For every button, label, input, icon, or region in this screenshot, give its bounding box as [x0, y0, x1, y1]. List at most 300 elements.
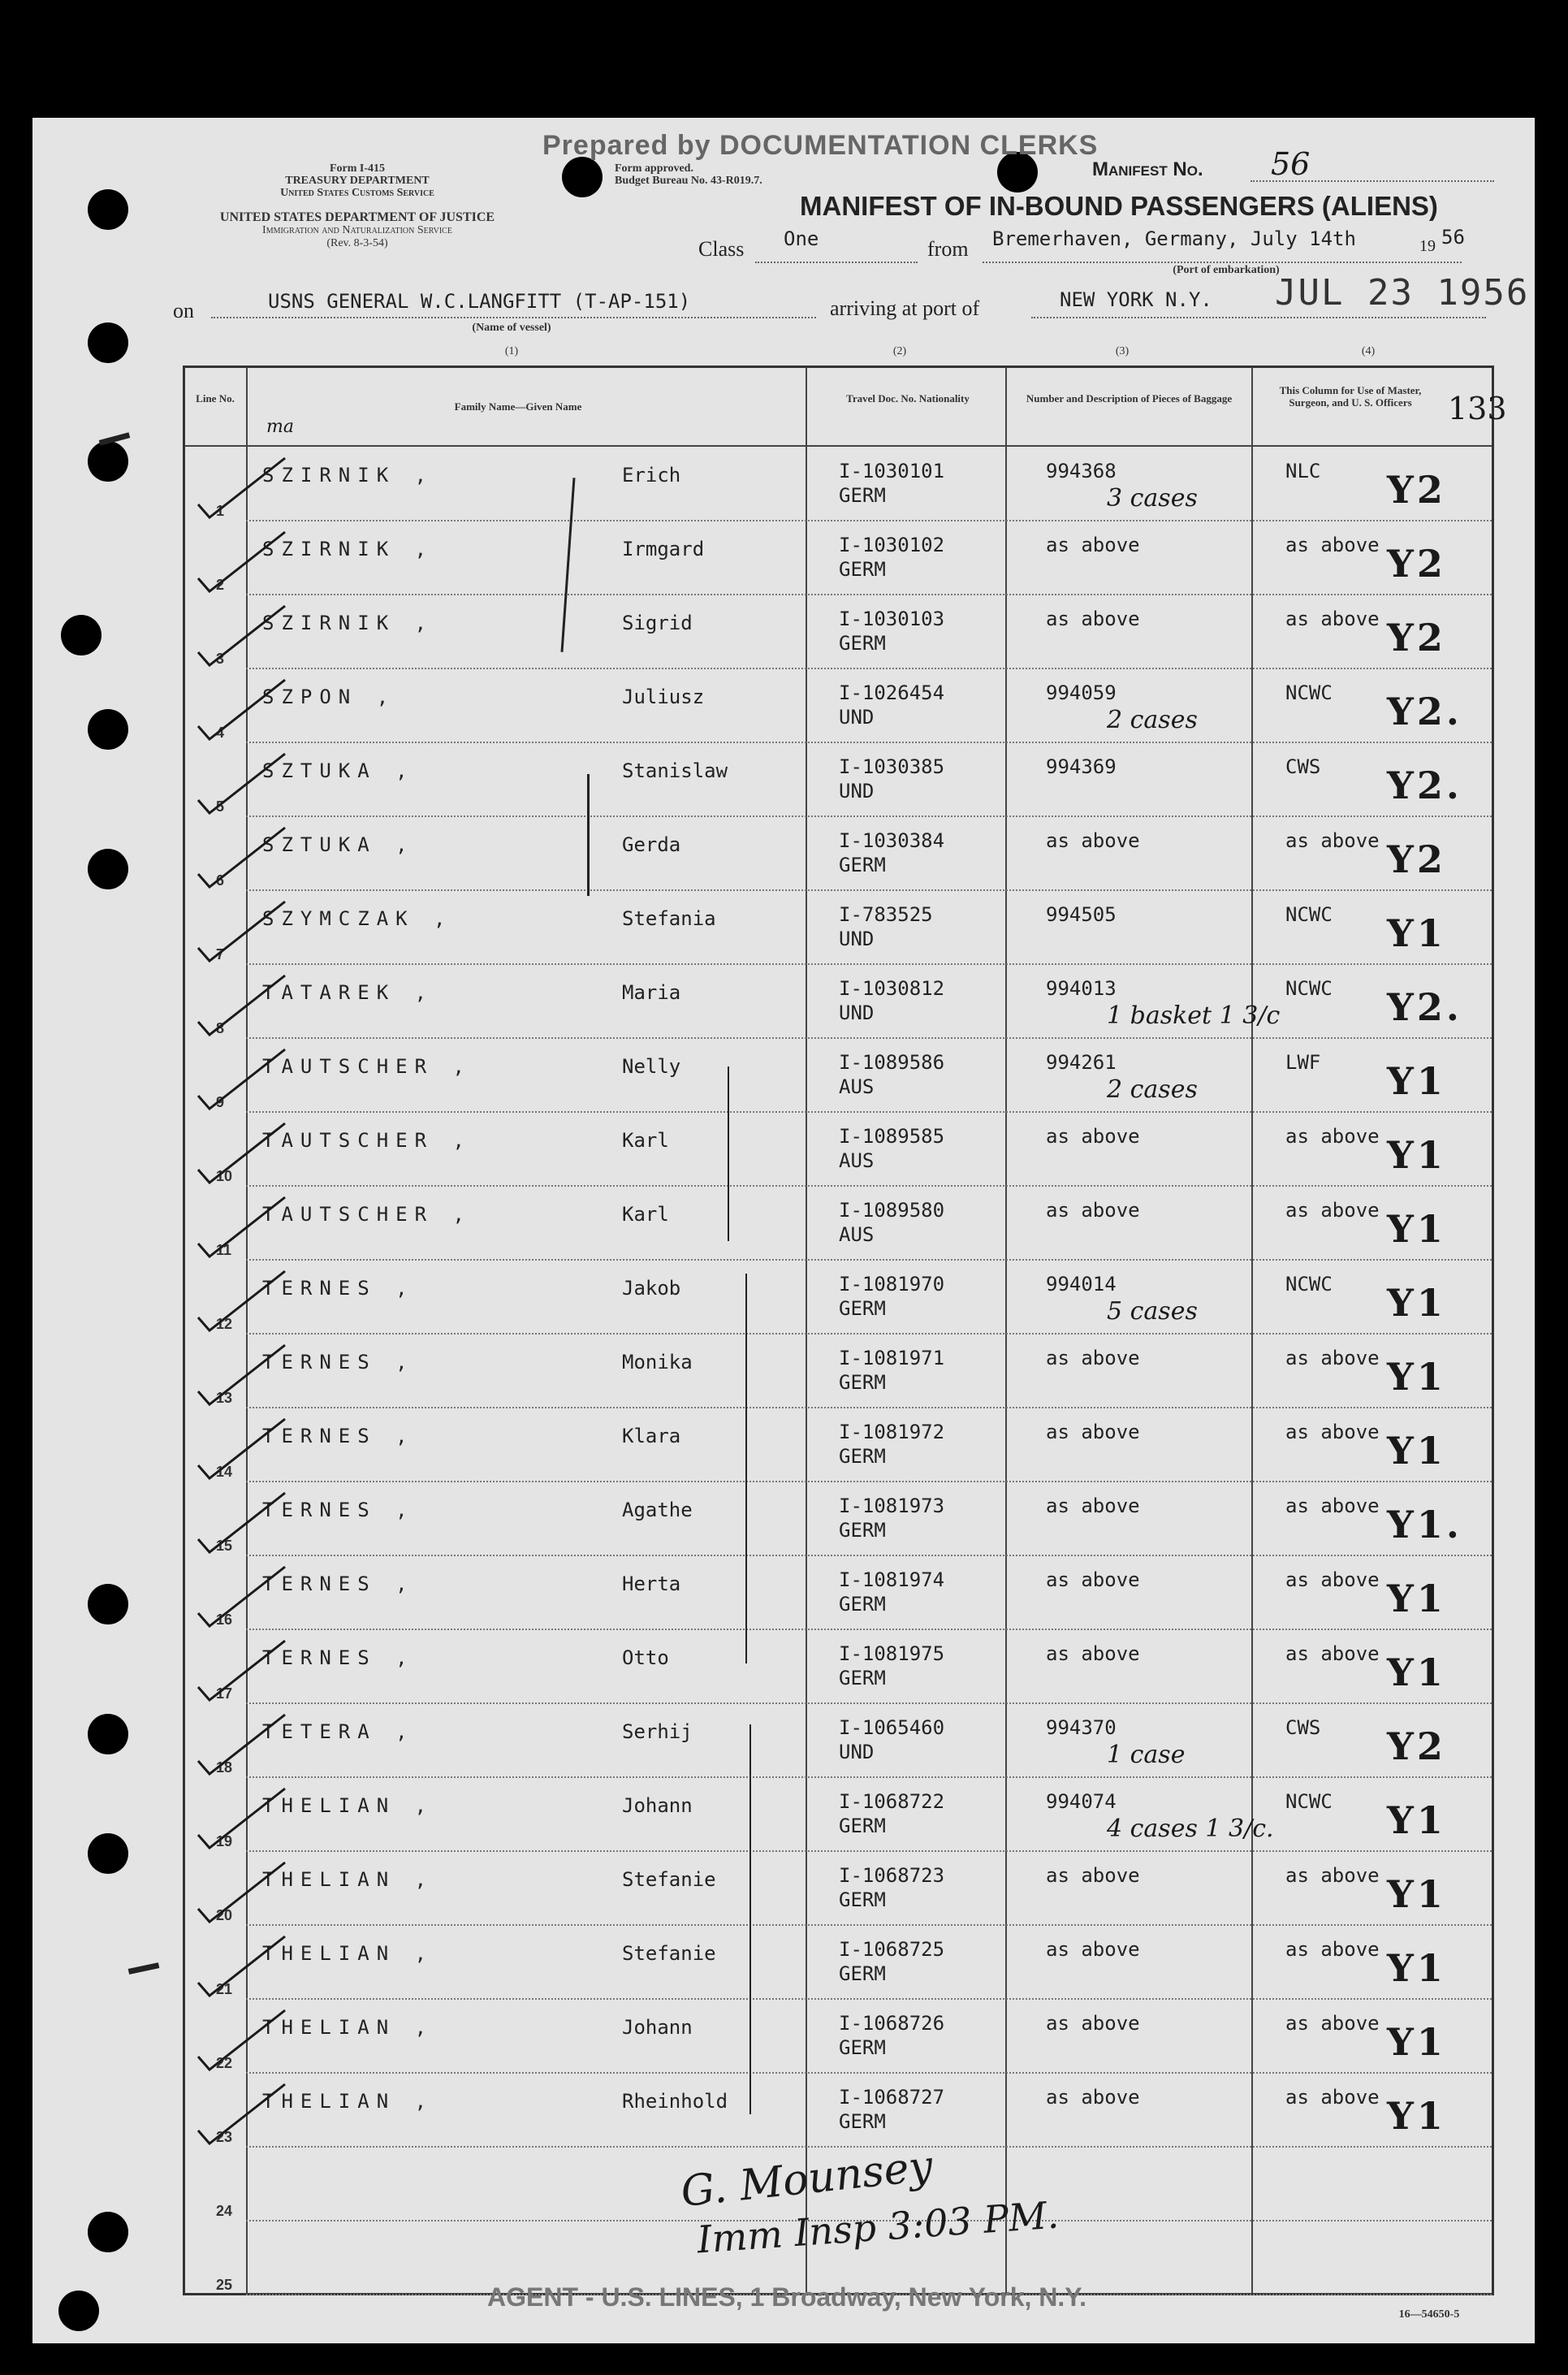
line-number: 15 — [216, 1538, 233, 1554]
vessel-name: USNS GENERAL W.C.LANGFITT (T-AP-151) — [268, 290, 691, 313]
punch-hole — [88, 441, 128, 482]
family-name: SZIRNIK , — [262, 538, 434, 560]
officer-agency: as above — [1285, 1568, 1380, 1591]
officer-mark: Y1 — [1387, 1577, 1446, 1620]
nationality: GERM — [839, 1962, 886, 1985]
baggage-number: as above — [1046, 1864, 1140, 1887]
punch-hole — [88, 189, 128, 230]
check-mark — [192, 1932, 289, 1997]
page-tick-mark — [128, 1962, 160, 1975]
family-name: TERNES , — [262, 1277, 415, 1300]
officer-mark: Y1 — [1387, 1650, 1446, 1694]
nationality: GERM — [839, 1667, 886, 1689]
given-name: Klara — [622, 1425, 681, 1447]
punch-hole — [88, 1833, 128, 1874]
given-name: Herta — [622, 1573, 681, 1595]
family-name: TAUTSCHER , — [262, 1129, 472, 1152]
treasury-dept: TREASURY DEPARTMENT — [285, 175, 430, 187]
line-number: 17 — [216, 1685, 233, 1702]
check-stroke — [198, 1123, 285, 1183]
check-stroke — [198, 1049, 285, 1109]
table-row — [185, 1113, 1492, 1187]
nationality: GERM — [839, 484, 886, 507]
arrival-port: NEW YORK N.Y. — [1060, 288, 1212, 311]
travel-doc-number: I-1089585 — [839, 1125, 945, 1148]
travel-doc-number: I-1068726 — [839, 2012, 945, 2035]
col-num-3: (3) — [1115, 345, 1130, 357]
check-stroke — [198, 1567, 285, 1626]
punch-hole — [61, 615, 102, 655]
table-row — [185, 891, 1492, 965]
punch-hole — [88, 2212, 128, 2252]
family-name: SZPON , — [262, 686, 396, 708]
embarkation-caption: (Port of embarkation) — [1173, 264, 1280, 276]
travel-doc-number: I-1089586 — [839, 1051, 945, 1074]
check-mark — [192, 971, 289, 1036]
line-number: 2 — [216, 577, 225, 593]
baggage-number: 994074 — [1046, 1790, 1117, 1813]
nationality: UND — [839, 1741, 875, 1763]
check-stroke — [198, 606, 285, 665]
check-stroke — [198, 1345, 285, 1404]
baggage-number: 994013 — [1046, 977, 1117, 1000]
baggage-number: as above — [1046, 829, 1140, 852]
check-stroke — [198, 754, 285, 813]
table-row — [185, 743, 1492, 817]
officer-agency: as above — [1285, 1864, 1380, 1887]
on-label: on — [173, 299, 194, 322]
baggage-number: 994369 — [1046, 755, 1117, 778]
customs-service: United States Customs Service — [280, 187, 434, 199]
travel-doc-number: I-1068725 — [839, 1938, 945, 1961]
officer-agency: NCWC — [1285, 1273, 1333, 1296]
baggage-note: 3 cases — [1107, 484, 1198, 513]
arrival-date-stamp: JUL 23 1956 — [1275, 272, 1530, 314]
given-name: Serhij — [622, 1720, 693, 1743]
officer-agency: as above — [1285, 1125, 1380, 1148]
baggage-note: 2 cases — [1107, 1075, 1198, 1104]
nationality: UND — [839, 1001, 875, 1024]
nationality: UND — [839, 706, 875, 729]
given-name: Stefania — [622, 907, 716, 930]
travel-doc-number: I-1030385 — [839, 755, 945, 778]
budget-bureau: Budget Bureau No. 43-R019.7. — [615, 175, 762, 187]
check-stroke — [198, 532, 285, 591]
line-number: 5 — [216, 798, 225, 815]
given-name: Johann — [622, 2016, 693, 2039]
arriving-label: arriving at port of — [830, 296, 980, 320]
baggage-number: as above — [1046, 1347, 1140, 1369]
officer-agency: LWF — [1285, 1051, 1321, 1074]
given-name: Gerda — [622, 833, 681, 856]
form-number: Form I-415 — [329, 162, 386, 175]
vessel-line — [211, 317, 816, 318]
table-row — [185, 2000, 1492, 2074]
family-name: SZTUKA , — [262, 833, 415, 856]
port-line — [1031, 317, 1486, 318]
family-name: TATAREK , — [262, 981, 434, 1004]
travel-doc-number: I-1068727 — [839, 2086, 945, 2109]
class-label: Class — [698, 237, 745, 261]
travel-doc-number: I-1081974 — [839, 1568, 945, 1591]
form-approved: Form approved. — [615, 162, 693, 175]
year-suffix: 56 — [1441, 226, 1465, 249]
baggage-number: as above — [1046, 2086, 1140, 2109]
check-stroke — [198, 1197, 285, 1257]
officer-agency: as above — [1285, 1938, 1380, 1961]
check-mark — [192, 1415, 289, 1480]
line-number: 8 — [216, 1020, 225, 1036]
travel-doc-number: I-1065460 — [839, 1716, 945, 1739]
line-number: 21 — [216, 1981, 233, 1997]
officer-agency: NCWC — [1285, 903, 1333, 926]
given-name: Stefanie — [622, 1942, 716, 1965]
travel-doc-number: I-1081972 — [839, 1421, 945, 1443]
given-name: Karl — [622, 1203, 669, 1226]
officer-mark: Y2 — [1387, 616, 1446, 660]
officer-agency: NCWC — [1285, 977, 1333, 1000]
table-row — [185, 1482, 1492, 1556]
punch-hole — [88, 1714, 128, 1754]
check-mark — [192, 676, 289, 741]
nationality: GERM — [839, 1445, 886, 1468]
baggage-number: as above — [1046, 1125, 1140, 1148]
officer-agency: as above — [1285, 1347, 1380, 1369]
punch-hole — [88, 849, 128, 889]
check-stroke — [198, 1271, 285, 1330]
line-number: 25 — [216, 2277, 233, 2293]
col-num-2: (2) — [892, 345, 907, 357]
nationality: GERM — [839, 1297, 886, 1320]
family-bracket — [745, 1274, 747, 1663]
family-name: THELIAN , — [262, 2090, 434, 2113]
line-number: 22 — [216, 2055, 233, 2071]
punch-hole — [88, 709, 128, 750]
baggage-number: 994368 — [1046, 460, 1117, 482]
line-number: 4 — [216, 725, 225, 741]
officer-mark: Y2. — [1387, 690, 1462, 733]
baggage-number: 994370 — [1046, 1716, 1117, 1739]
check-stroke — [198, 1715, 285, 1774]
check-stroke — [198, 1936, 285, 1996]
check-mark — [192, 1563, 289, 1628]
col-header-officers: This Column for Use of Master, Surgeon, and U. S. Officers — [1279, 384, 1422, 409]
officer-mark: Y1 — [1387, 1281, 1446, 1325]
nationality: GERM — [839, 2036, 886, 2059]
check-mark — [192, 1637, 289, 1702]
nationality: GERM — [839, 1888, 886, 1911]
baggage-number: 994261 — [1046, 1051, 1117, 1074]
family-bracket — [728, 1066, 729, 1241]
embarkation-port: Bremerhaven, Germany, July 14th — [992, 227, 1356, 250]
family-name: THELIAN , — [262, 1794, 434, 1817]
travel-doc-number: I-783525 — [839, 903, 933, 926]
class-line — [755, 262, 918, 263]
baggage-note: 1 basket 1 3/c — [1107, 1001, 1281, 1030]
table-row — [185, 448, 1492, 521]
check-stroke — [198, 976, 285, 1035]
from-label: from — [927, 237, 969, 261]
line-number: 18 — [216, 1759, 233, 1776]
family-name: TERNES , — [262, 1351, 415, 1374]
travel-doc-number: I-1081970 — [839, 1273, 945, 1296]
check-mark — [192, 1119, 289, 1184]
year-prefix: 19 — [1419, 237, 1436, 255]
family-name: SZTUKA , — [262, 759, 415, 782]
punch-hole — [562, 157, 603, 197]
officer-agency: as above — [1285, 1199, 1380, 1222]
check-mark — [192, 2006, 289, 2071]
check-stroke — [198, 828, 285, 887]
baggage-number: as above — [1046, 1938, 1140, 1961]
nationality: UND — [839, 928, 875, 950]
officer-agency: as above — [1285, 1642, 1380, 1665]
given-name: Juliusz — [622, 686, 705, 708]
nationality: GERM — [839, 632, 886, 655]
punch-hole — [58, 2291, 99, 2331]
manifest-no-label: Manifest No. — [1092, 158, 1203, 180]
baggage-note: 2 cases — [1107, 706, 1198, 734]
check-mark — [192, 1711, 289, 1776]
table-row — [185, 1408, 1492, 1482]
justice-dept: UNITED STATES DEPARTMENT OF JUSTICE — [219, 210, 495, 224]
line-number: 20 — [216, 1907, 233, 1923]
family-name: SZIRNIK , — [262, 612, 434, 634]
family-name: TERNES , — [262, 1573, 415, 1595]
line-number: 10 — [216, 1168, 233, 1184]
manifest-number: 56 — [1271, 146, 1311, 182]
check-stroke — [198, 1862, 285, 1922]
nationality: AUS — [839, 1075, 875, 1098]
given-name: Otto — [622, 1646, 669, 1669]
col-header-baggage: Number and Description of Pieces of Baggage — [1026, 392, 1233, 404]
baggage-number: as above — [1046, 1199, 1140, 1222]
table-row — [185, 1556, 1492, 1630]
officer-agency: as above — [1285, 2012, 1380, 2035]
baggage-number: as above — [1046, 608, 1140, 630]
officer-agency: CWS — [1285, 1716, 1321, 1739]
table-row — [185, 1778, 1492, 1852]
col-header-travel: Travel Doc. No. Nationality — [846, 392, 970, 404]
given-name: Irmgard — [622, 538, 705, 560]
given-name: Jakob — [622, 1277, 681, 1300]
family-name: TAUTSCHER , — [262, 1055, 472, 1078]
check-stroke — [198, 902, 285, 961]
family-bracket — [749, 1724, 751, 2114]
officer-agency: as above — [1285, 534, 1380, 556]
line-number: 6 — [216, 872, 225, 889]
given-name: Karl — [622, 1129, 669, 1152]
table-row — [185, 965, 1492, 1039]
table-row — [185, 669, 1492, 743]
check-mark — [192, 824, 289, 889]
check-stroke — [198, 1419, 285, 1478]
manifest-title: MANIFEST OF IN-BOUND PASSENGERS (ALIENS) — [800, 191, 1438, 221]
line-number: 24 — [216, 2203, 233, 2219]
travel-doc-number: I-1068723 — [839, 1864, 945, 1887]
line-number: 14 — [216, 1464, 233, 1480]
class-value: One — [784, 227, 819, 250]
col-num-1: (1) — [504, 345, 519, 357]
check-mark — [192, 2080, 289, 2145]
ins-service: Immigration and Naturalization Service — [262, 224, 452, 236]
check-mark — [192, 1193, 289, 1258]
given-name: Rheinhold — [622, 2090, 728, 2113]
officer-mark: Y1 — [1387, 2020, 1446, 2064]
line-number: 16 — [216, 1611, 233, 1628]
travel-doc-number: I-1030102 — [839, 534, 945, 556]
given-name: Erich — [622, 464, 681, 487]
officer-mark: Y1 — [1387, 1872, 1446, 1916]
nationality: GERM — [839, 2110, 886, 2133]
table-row — [185, 1187, 1492, 1261]
officer-mark: Y1 — [1387, 2094, 1446, 2138]
family-name: TAUTSCHER , — [262, 1203, 472, 1226]
officer-mark: Y1 — [1387, 1429, 1446, 1473]
officer-agency: as above — [1285, 1495, 1380, 1517]
nationality: GERM — [839, 1815, 886, 1837]
officer-agency: as above — [1285, 2086, 1380, 2109]
table-row — [185, 1039, 1492, 1113]
passenger-table — [183, 366, 1507, 2295]
check-mark — [192, 1784, 289, 1849]
officer-mark: Y1 — [1387, 1207, 1446, 1251]
punch-hole — [88, 322, 128, 363]
given-name: Stefanie — [622, 1868, 716, 1891]
line-number: 23 — [216, 2129, 233, 2145]
line-number: 11 — [216, 1242, 232, 1258]
check-stroke — [198, 458, 285, 517]
baggage-note: 5 cases — [1107, 1297, 1198, 1326]
inspector-signature: G. Mounsey — [678, 2141, 935, 2217]
officers-note: 133 — [1448, 391, 1507, 426]
officer-mark: Y2 — [1387, 1724, 1446, 1768]
officer-mark: Y1 — [1387, 1798, 1446, 1842]
family-name: TERNES , — [262, 1499, 415, 1521]
check-stroke — [198, 1789, 285, 1848]
check-mark — [192, 898, 289, 963]
check-stroke — [198, 2084, 285, 2144]
given-name: Sigrid — [622, 612, 693, 634]
nationality: GERM — [839, 558, 886, 581]
check-mark — [192, 750, 289, 815]
line-number: 7 — [216, 946, 225, 963]
officer-mark: Y1 — [1387, 1133, 1446, 1177]
officer-agency: as above — [1285, 829, 1380, 852]
baggage-number: 994505 — [1046, 903, 1117, 926]
officer-agency: as above — [1285, 608, 1380, 630]
name-note: ma — [266, 417, 294, 437]
table-row — [185, 817, 1492, 891]
family-name: SZIRNIK , — [262, 464, 434, 487]
travel-doc-number: I-1030103 — [839, 608, 945, 630]
check-stroke — [198, 1641, 285, 1700]
nationality: GERM — [839, 854, 886, 876]
check-mark — [192, 602, 289, 667]
officer-agency: as above — [1285, 1421, 1380, 1443]
nationality: GERM — [839, 1593, 886, 1616]
travel-doc-number: I-1030384 — [839, 829, 945, 852]
nationality: GERM — [839, 1371, 886, 1394]
vessel-caption: (Name of vessel) — [472, 322, 551, 334]
family-name: TERNES , — [262, 1425, 415, 1447]
travel-doc-number: I-1030812 — [839, 977, 945, 1000]
table-row — [185, 2074, 1492, 2148]
table-row — [185, 521, 1492, 595]
officer-mark: Y2. — [1387, 985, 1462, 1029]
given-name: Agathe — [622, 1499, 693, 1521]
baggage-number: 994059 — [1046, 681, 1117, 704]
travel-doc-number: I-1068722 — [839, 1790, 945, 1813]
line-number: 3 — [216, 651, 225, 667]
family-name: THELIAN , — [262, 1942, 434, 1965]
given-name: Maria — [622, 981, 681, 1004]
check-mark — [192, 1858, 289, 1923]
officer-mark: Y1 — [1387, 1059, 1446, 1103]
baggage-number: as above — [1046, 2012, 1140, 2035]
baggage-note: 1 case — [1107, 1741, 1186, 1769]
given-name: Stanislaw — [622, 759, 728, 782]
travel-doc-number: I-1081971 — [839, 1347, 945, 1369]
check-mark — [192, 1341, 289, 1406]
travel-doc-number: I-1081975 — [839, 1642, 945, 1665]
family-bracket — [587, 774, 590, 896]
officer-agency: NCWC — [1285, 681, 1333, 704]
officer-agency: NLC — [1285, 460, 1321, 482]
punch-hole — [88, 1584, 128, 1624]
nationality: UND — [839, 780, 875, 802]
baggage-number: as above — [1046, 1642, 1140, 1665]
officer-mark: Y1 — [1387, 911, 1446, 955]
table-row — [185, 1926, 1492, 2000]
officer-mark: Y1 — [1387, 1946, 1446, 1990]
check-mark — [192, 1045, 289, 1110]
officer-agency: NCWC — [1285, 1790, 1333, 1813]
family-name: TETERA , — [262, 1720, 415, 1743]
line-number: 12 — [216, 1316, 233, 1332]
table-row — [185, 1704, 1492, 1778]
documentation-clerks-stamp: Prepared by DOCUMENTATION CLERKS — [542, 130, 1099, 161]
officer-agency: CWS — [1285, 755, 1321, 778]
check-stroke — [198, 1493, 285, 1552]
travel-doc-number: I-1081973 — [839, 1495, 945, 1517]
agent-stamp: AGENT - U.S. LINES, 1 Broadway, New York, N.Y. — [487, 2282, 1086, 2312]
col-header-line: Line No. — [196, 392, 235, 404]
officer-mark: Y2 — [1387, 542, 1446, 586]
from-line — [983, 262, 1462, 263]
travel-doc-number: I-1030101 — [839, 460, 945, 482]
check-mark — [192, 1489, 289, 1554]
inspection-time: Imm Insp 3:03 PM. — [695, 2192, 1060, 2262]
given-name: Johann — [622, 1794, 693, 1817]
baggage-number: as above — [1046, 1495, 1140, 1517]
line-number: 1 — [216, 503, 225, 519]
nationality: AUS — [839, 1223, 875, 1246]
line-number: 9 — [216, 1094, 225, 1110]
travel-doc-number: I-1026454 — [839, 681, 945, 704]
check-mark — [192, 454, 289, 519]
check-mark — [192, 1267, 289, 1332]
baggage-number: as above — [1046, 1568, 1140, 1591]
family-name: THELIAN , — [262, 2016, 434, 2039]
baggage-number: as above — [1046, 534, 1140, 556]
baggage-number: as above — [1046, 1421, 1140, 1443]
table-row — [185, 1852, 1492, 1926]
family-name: SZYMCZAK , — [262, 907, 453, 930]
baggage-number: 994014 — [1046, 1273, 1117, 1296]
travel-doc-number: I-1089580 — [839, 1199, 945, 1222]
baggage-note: 4 cases 1 3/c. — [1107, 1815, 1274, 1843]
